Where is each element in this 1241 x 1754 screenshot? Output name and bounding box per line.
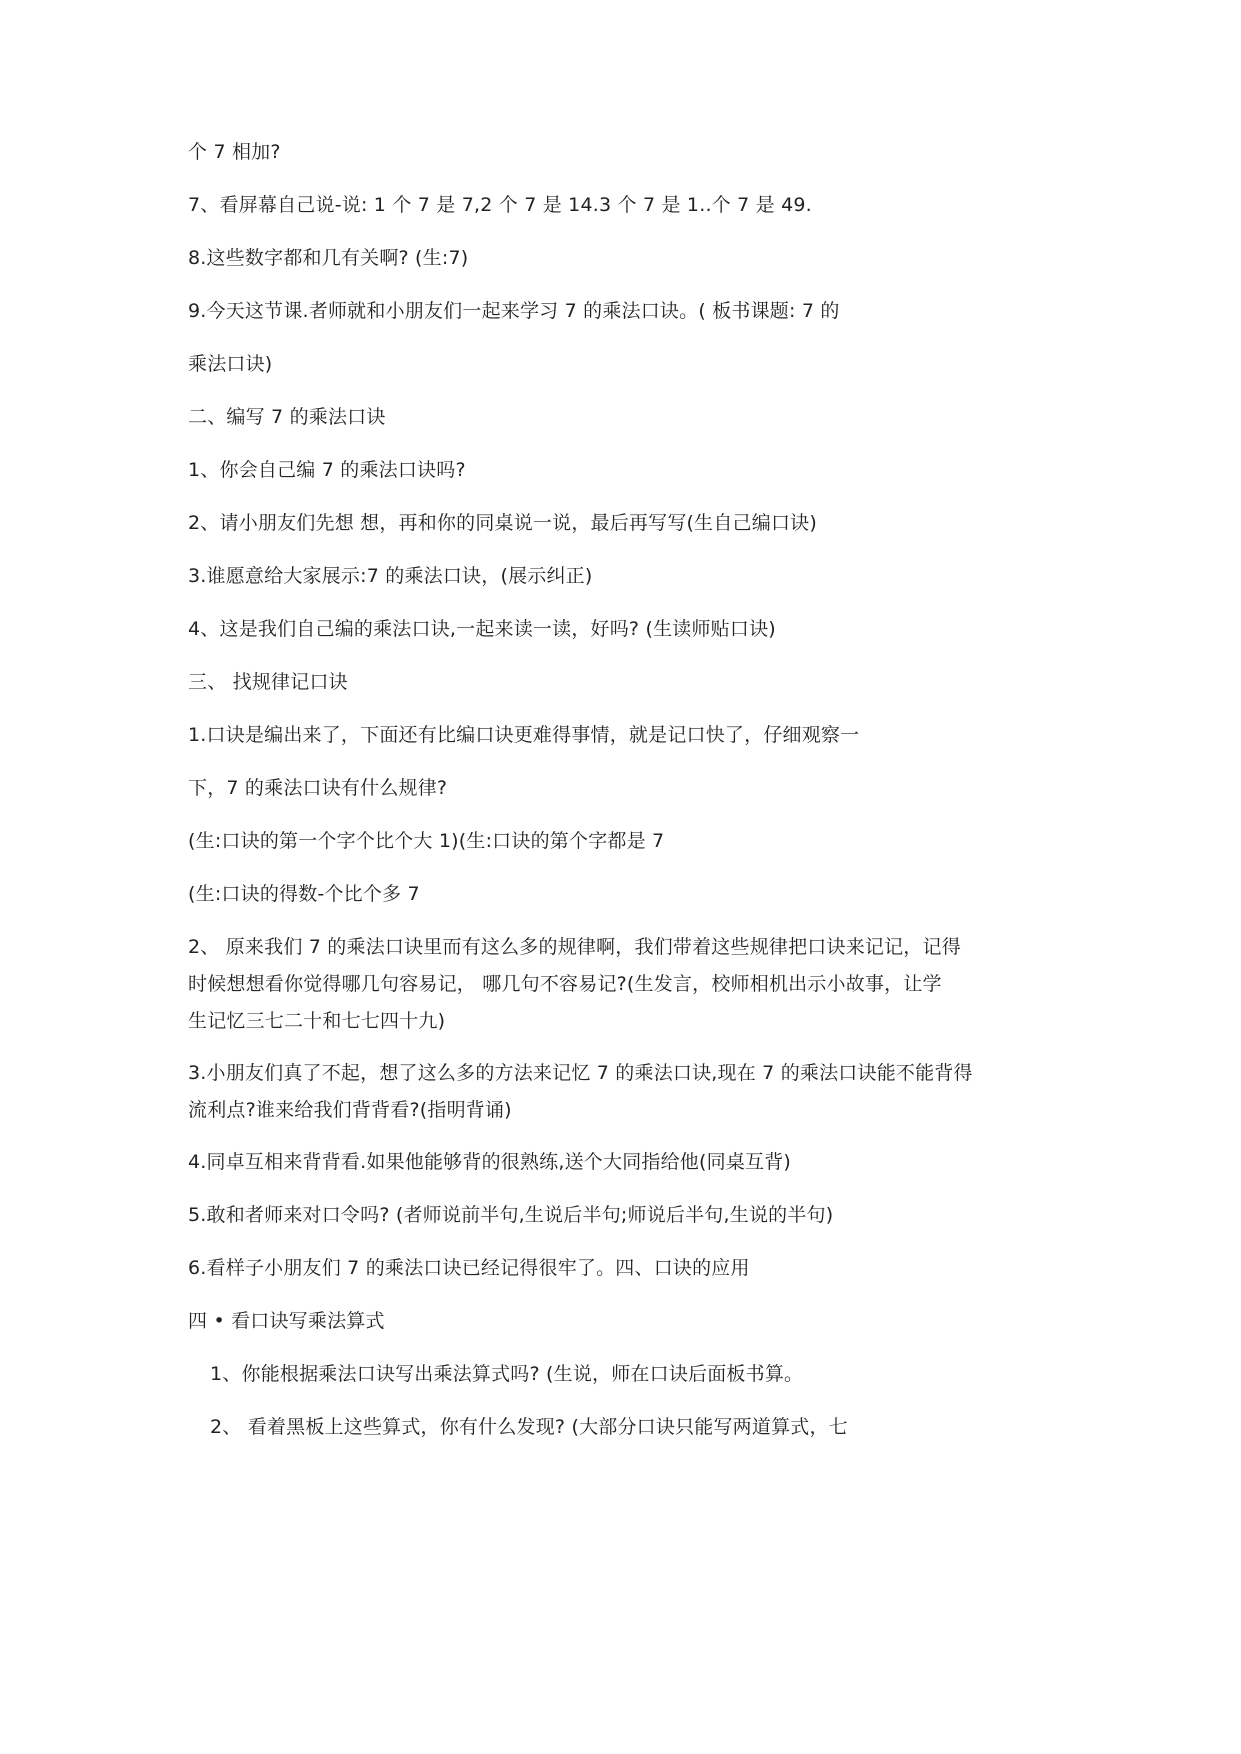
text-line: 1.口诀是编出来了，下面还有比编口诀更难得事情，就是记口快了，仔细观察一 <box>188 724 860 746</box>
text-line: (生:口诀的得数-个比个多 7 <box>188 883 420 905</box>
text-line: 1、你会自己编 7 的乘法口诀吗? <box>188 459 466 481</box>
section-heading: 四 • 看口诀写乘法算式 <box>188 1310 385 1332</box>
section-heading: 二、编写 7 的乘法口诀 <box>188 406 386 428</box>
paragraph-line: 时候想想看你觉得哪几句容易记， 哪几句不容易记?(生发言，校师相机出示小故事，让学 <box>188 973 942 995</box>
indented-line: 2、 看着黑板上这些算式，你有什么发现? (大部分口诀只能写两道算式，七 <box>210 1416 848 1438</box>
text-line: 下，7 的乘法口诀有什么规律? <box>188 777 448 799</box>
paragraph-line: 生记忆三七二十和七七四十九) <box>188 1010 446 1032</box>
text-line: 3.谁愿意给大家展示:7 的乘法口诀，(展示纠正) <box>188 565 593 587</box>
text-line: 4.同卓互相来背背看.如果他能够背的很熟练,送个大同指给他(同桌互背) <box>188 1151 792 1173</box>
paragraph-line: 流利点?谁来给我们背背看?(指明背诵) <box>188 1099 512 1121</box>
text-line: (生:口诀的第一个字个比个大 1)(生:口诀的第个字都是 7 <box>188 830 665 852</box>
paragraph-3 <box>188 1055 1058 1129</box>
text-line: 个 7 相加? <box>188 141 281 163</box>
paragraph-line: 2、 原来我们 7 的乘法口诀里而有这么多的规律啊，我们带着这些规律把口诀来记记，记得 <box>188 936 961 958</box>
text-line: 2、请小朋友们先想 想，再和你的同桌说一说，最后再写写(生自己编口诀) <box>188 512 817 534</box>
text-line: 5.敢和者师来对口令吗? (者师说前半句,生说后半句;师说后半句,生说的半句) <box>188 1204 834 1226</box>
text-line: 8.这些数字都和几有关啊? (生:7) <box>188 247 469 269</box>
text-line: 乘法口诀) <box>188 353 273 375</box>
text-line: 6.看样子小朋友们 7 的乘法口诀已经记得很牢了。四、口诀的应用 <box>188 1257 750 1279</box>
paragraph-2 <box>188 929 1058 1040</box>
section-heading: 三、 找规律记口诀 <box>188 671 348 693</box>
text-line: 4、这是我们自己编的乘法口诀,一起来读一读，好吗? (生读师贴口诀) <box>188 618 776 640</box>
text-line: 7、看屏幕自己说-说: 1 个 7 是 7,2 个 7 是 14.3 个 7 是 1..个 7 是 49. <box>188 194 812 216</box>
text-line: 9.今天这节课.者师就和小朋友们一起来学习 7 的乘法口诀。( 板书课题: 7 的 <box>188 300 840 322</box>
paragraph-line: 3.小朋友们真了不起，想了这么多的方法来记忆 7 的乘法口诀,现在 7 的乘法口诀能不能背得 <box>188 1062 973 1084</box>
indented-line: 1、你能根据乘法口诀写出乘法算式吗? (生说，师在口诀后面板书算。 <box>210 1363 804 1385</box>
